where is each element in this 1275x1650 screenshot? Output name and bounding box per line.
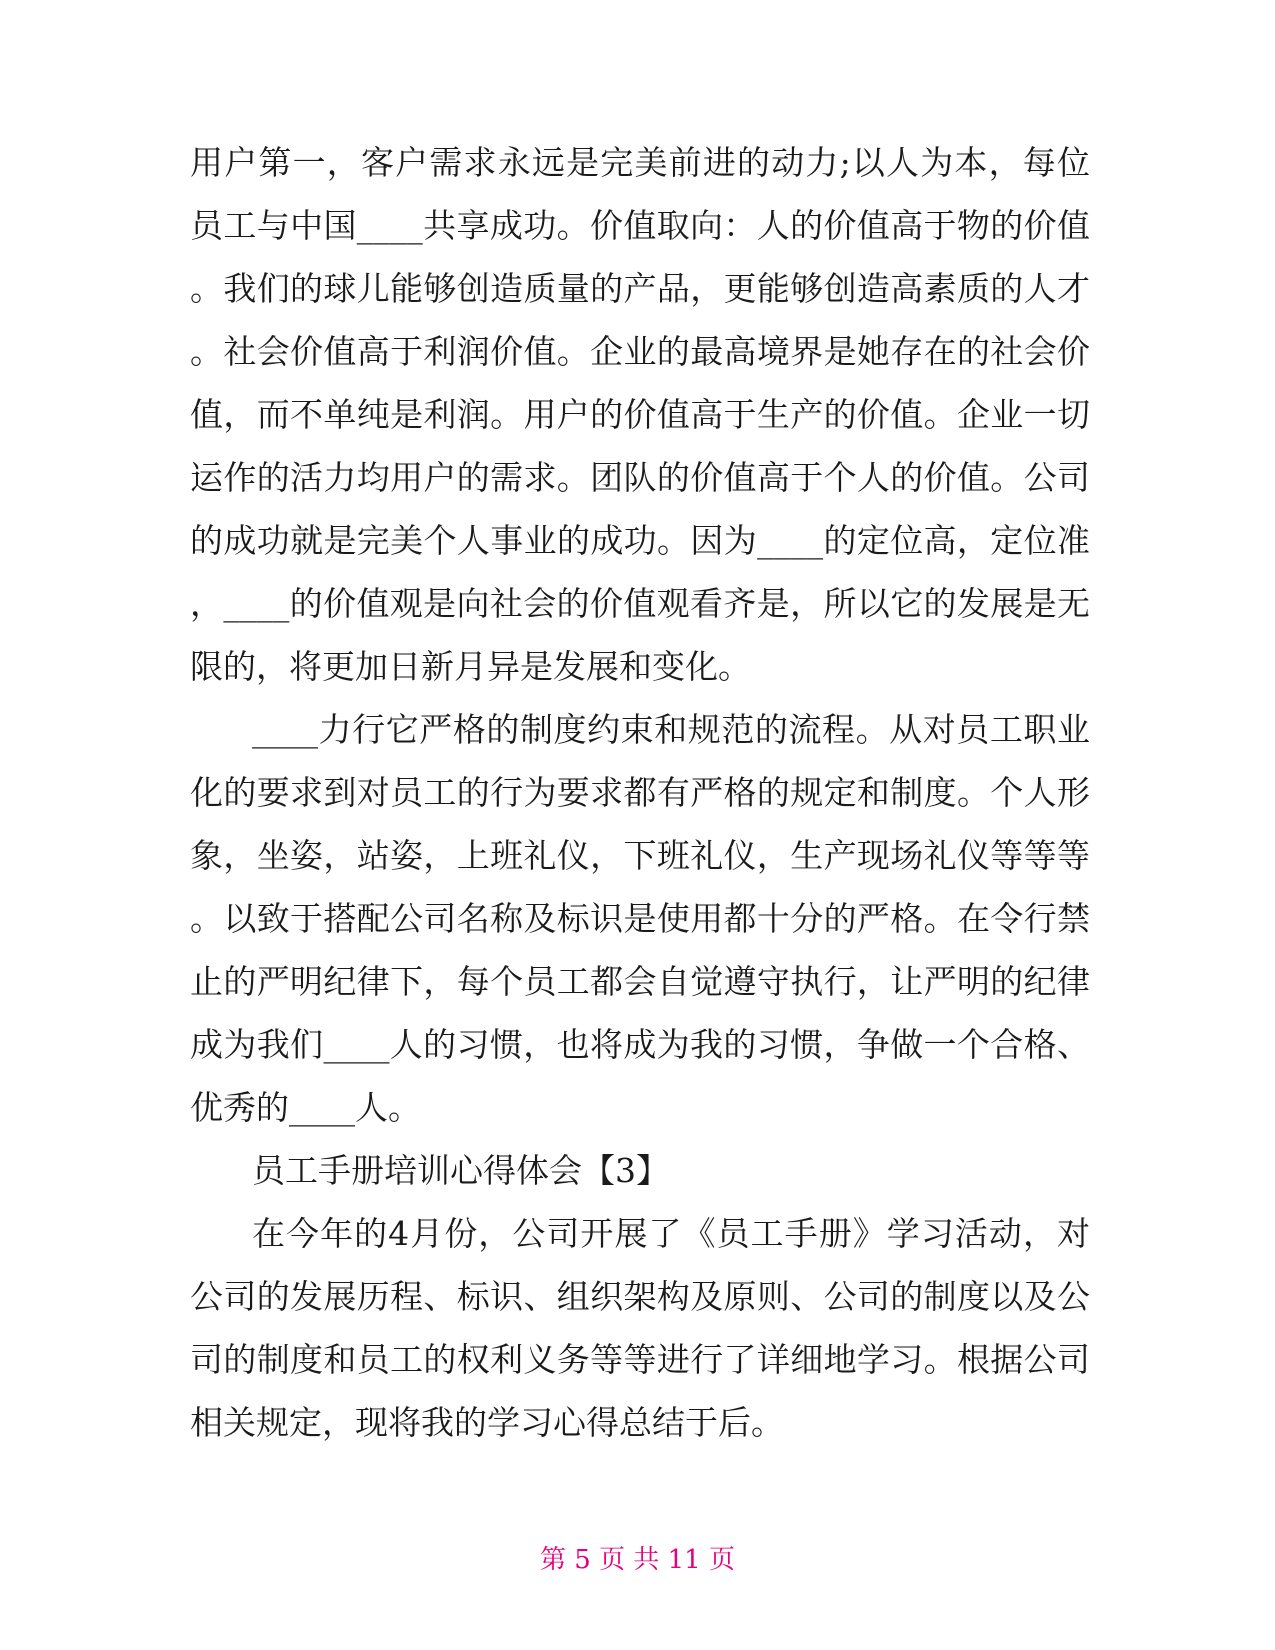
text-line-11: 化的要求到对员工的行为要求都有严格的规定和制度。个人形 [190,773,1090,812]
text-line-8: ，____的价值观是向社会的价值观看齐是，所以它的发展是无 [190,584,1090,623]
text-line-6: 运作的活力均用户的需求。团队的价值高于个人的价值。公司 [190,458,1090,497]
text-line-13: 。以致于搭配公司名称及标识是使用都十分的严格。在令行禁 [190,899,1090,938]
text-line-7: 的成功就是完美个人事业的成功。因为____的定位高，定位准 [190,521,1090,560]
text-line-21: 相关规定，现将我的学习心得总结于后。 [190,1403,784,1442]
text-line-9: 限的，将更加日新月异是发展和变化。 [190,647,751,686]
page-number-footer: 第 5 页 共 11 页 [540,1545,735,1575]
text-line-10: ____力行它严格的制度约束和规范的流程。从对员工职业 [252,710,1090,749]
text-line-12: 象，坐姿，站姿，上班礼仪，下班礼仪，生产现场礼仪等等等 [190,836,1090,875]
text-line-2: 员工与中国____共享成功。价值取向：人的价值高于物的价值 [190,206,1090,245]
text-line-5: 值，而不单纯是利润。用户的价值高于生产的价值。企业一切 [190,395,1090,434]
text-line-1: 用户第一，客户需求永远是完美前进的动力;以人为本，每位 [190,143,1090,182]
text-line-16: 优秀的____人。 [190,1088,421,1127]
text-line-15: 成为我们____人的习惯，也将成为我的习惯，争做一个合格、 [190,1025,1090,1064]
text-line-18: 在今年的4月份，公司开展了《员工手册》学习活动，对 [252,1214,1090,1253]
text-line-14: 止的严明纪律下，每个员工都会自觉遵守执行，让严明的纪律 [190,962,1090,1001]
section-heading: 员工手册培训心得体会【3】 [252,1151,669,1190]
text-line-3: 。我们的球儿能够创造质量的产品，更能够创造高素质的人才 [190,269,1090,308]
text-line-4: 。社会价值高于利润价值。企业的最高境界是她存在的社会价 [190,332,1090,371]
text-line-20: 司的制度和员工的权利义务等等进行了详细地学习。根据公司 [190,1340,1090,1379]
text-line-19: 公司的发展历程、标识、组织架构及原则、公司的制度以及公 [190,1277,1090,1316]
